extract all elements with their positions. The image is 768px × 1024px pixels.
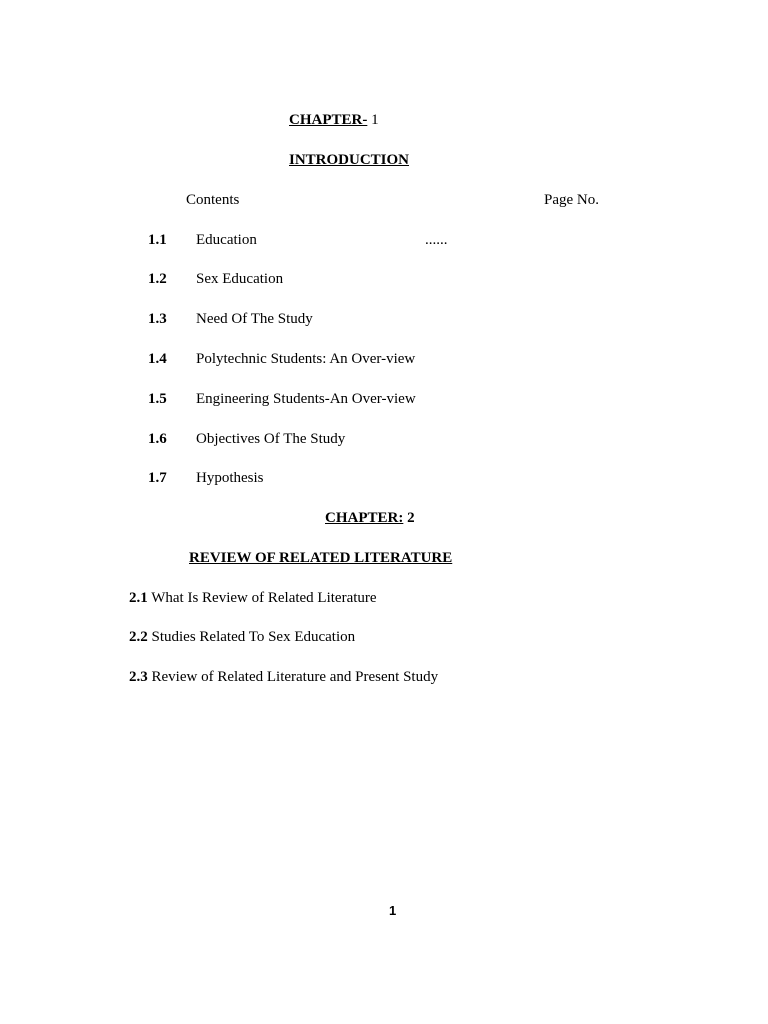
toc-item-2-3-number: 2.3 [129, 669, 148, 685]
toc-item-1-6-number: 1.6 [148, 431, 167, 447]
page-number: 1 [389, 903, 397, 918]
toc-item-2-1 [129, 589, 377, 607]
chapter-2-label: CHAPTER: [325, 510, 404, 526]
toc-item-2-2-text: Studies Related To Sex Education [147, 629, 356, 645]
toc-item-1-5-number: 1.5 [148, 391, 167, 407]
toc-item-1-4-number: 1.4 [148, 351, 167, 367]
toc-item-1-7-number: 1.7 [148, 470, 167, 486]
chapter-2-heading [325, 509, 415, 527]
toc-item-1-1-number: 1.1 [148, 232, 167, 248]
chapter-1-number: 1 [367, 112, 379, 128]
toc-item-2-2 [129, 628, 355, 646]
toc-item-1-1-text: Education [196, 232, 257, 248]
toc-leader-dots: ...... [425, 232, 448, 248]
chapter-1-heading [289, 111, 379, 129]
toc-item-2-3 [129, 668, 438, 686]
chapter-1-title: INTRODUCTION [289, 152, 410, 168]
page-no-header: Page No. [544, 192, 599, 208]
contents-header: Contents [186, 192, 240, 208]
toc-item-2-3-text: Review of Related Literature and Present Study [147, 669, 439, 685]
toc-item-1-7-text: Hypothesis [196, 470, 264, 486]
toc-item-2-1-number: 2.1 [129, 590, 148, 606]
toc-item-1-4-text: Polytechnic Students: An Over-view [196, 351, 416, 367]
chapter-2-number: 2 [403, 510, 415, 526]
toc-item-1-3-number: 1.3 [148, 311, 167, 327]
chapter-2-title: REVIEW OF RELATED LITERATURE [189, 550, 453, 566]
chapter-1-label: CHAPTER- [289, 112, 368, 128]
toc-item-1-5-text: Engineering Students-An Over-view [196, 391, 416, 407]
toc-item-2-2-number: 2.2 [129, 629, 148, 645]
toc-item-1-6-text: Objectives Of The Study [196, 431, 346, 447]
toc-item-1-2-number: 1.2 [148, 271, 167, 287]
toc-item-1-2-text: Sex Education [196, 271, 284, 287]
toc-item-1-3-text: Need Of The Study [196, 311, 313, 327]
toc-item-2-1-text: What Is Review of Related Literature [147, 590, 377, 606]
